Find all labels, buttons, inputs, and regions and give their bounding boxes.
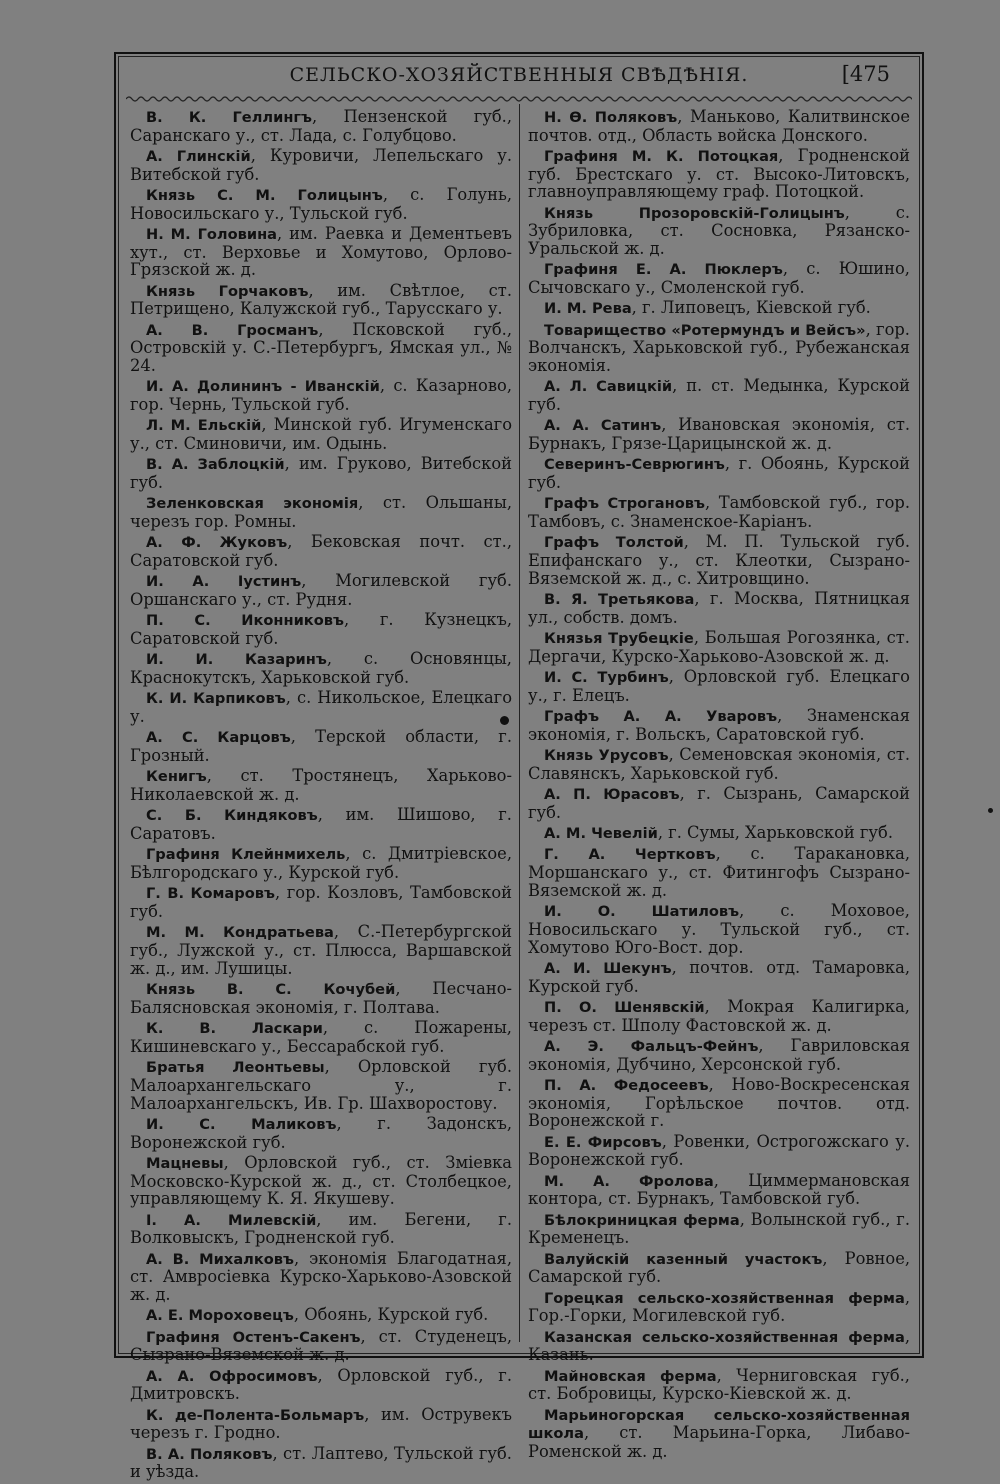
entry-address: , г. Москва, Пятницкая ул., собств. домъ.	[528, 589, 910, 627]
entry-address: , г. Кузнецкъ, Саратовской губ.	[130, 610, 512, 649]
entry-name: М. А. Фролова	[544, 1172, 714, 1190]
entry-address: , Мокрая Калигирка, черезъ ст. Шполу Фастовской ж. д.	[528, 996, 910, 1035]
entry-name: Князь Прозоровскій-Голицынъ	[544, 204, 845, 222]
directory-entry	[528, 299, 910, 318]
directory-entry	[130, 923, 512, 977]
directory-entry	[528, 1211, 910, 1247]
entry-address: , Песчано-Балясновская экономія, г. Полтава.	[130, 979, 512, 1017]
directory-entry	[528, 260, 910, 296]
entry-address: , гор. Волчанскъ, Харьковской губ., Рубежанская экономія.	[528, 319, 910, 376]
entry-name: Графиня М. К. Потоцкая	[544, 148, 779, 165]
directory-entry	[130, 611, 512, 647]
entry-name: Товарищество «Ротермундъ и Вейсъ»	[544, 321, 866, 339]
entry-name: А. П. Юрасовъ	[544, 786, 680, 804]
entry-address: , Циммермановская контора, ст. Бурнакъ, Тамбовской губ.	[528, 1170, 911, 1209]
entry-name: А. В. Гросманъ	[146, 321, 319, 339]
directory-entry	[528, 590, 910, 626]
directory-entry	[528, 902, 910, 956]
entry-name: Князь Горчаковъ	[146, 282, 309, 300]
header-wavy-rule	[126, 94, 912, 104]
entry-address: , экономія Благодатная, ст. Амвросіевка Курско-Харьково-Азовской ж. д.	[130, 1248, 513, 1304]
entry-address: , п. ст. Медынка, Курской губ.	[528, 376, 910, 415]
entry-name: Майновская ферма	[544, 1367, 717, 1385]
entry-name: Н. Ѳ. Поляковъ	[544, 109, 678, 126]
ink-speck	[988, 808, 993, 813]
entry-name: И. С. Маликовъ	[146, 1115, 337, 1133]
entry-address: , Тамбовской губ., гор. Тамбовъ, с. Знаменское-Каріанъ.	[528, 493, 911, 532]
directory-entry	[130, 1445, 512, 1481]
entry-name: К. В. Ласкари	[146, 1020, 323, 1038]
entry-address: , с. Пожарены, Кишиневскаго у., Бессарабской губ.	[130, 1018, 512, 1056]
directory-entry	[130, 1019, 512, 1055]
entry-address: , Ново-Воскресенская экономія, Горѣльское почтов. отд. Воронежской г.	[528, 1074, 910, 1131]
directory-entry	[130, 1250, 512, 1304]
entry-address: , им. Свѣтлое, ст. Петрищено, Калужской губ., Тарусскаго у.	[130, 280, 512, 319]
directory-entry	[528, 998, 910, 1034]
entry-name: Графъ Толстой	[544, 534, 684, 552]
entry-name: И. А. Долининъ - Иванскій	[146, 378, 380, 396]
entry-name: А. Э. Фальцъ-Фейнъ	[544, 1037, 759, 1055]
entry-address: , Ровенки, Острогожскаго у. Воронежской губ.	[528, 1131, 910, 1170]
entry-address: , с. Никольское, Елецкаго у.	[130, 688, 512, 727]
directory-entry	[528, 533, 910, 587]
entry-address: , с. Казарново, гор. Чернь, Тульской губ.	[130, 376, 513, 415]
directory-entry	[528, 629, 910, 665]
directory-entry	[130, 1058, 512, 1112]
page-number: [475	[841, 62, 890, 86]
entry-name: В. Я. Третьякова	[544, 591, 695, 609]
entry-name: К. И. Карпиковъ	[146, 690, 286, 708]
directory-entry	[130, 147, 512, 183]
entry-address: , Обоянь, Курской губ.	[293, 1305, 489, 1325]
directory-entry	[130, 377, 512, 413]
entry-name: А. Л. Савицкій	[544, 378, 673, 396]
directory-entry	[130, 572, 512, 608]
entry-address: , г. Сызрань, Самарской губ.	[528, 784, 910, 822]
entry-name: Г. В. Комаровъ	[146, 885, 275, 903]
directory-entry	[528, 824, 910, 843]
directory-entry	[130, 282, 512, 318]
entry-address: , С.-Петербургской губ., Лужской у., ст. Плюсса, Варшавской ж. д., им. Лушицы.	[130, 922, 512, 978]
directory-entry	[130, 1306, 512, 1325]
entry-address: , М. П. Тульской губ. Епифанскаго у., ст. Клеотки, Сызрано-Вяземской ж. д., с. Хитровщино.	[528, 532, 910, 588]
entry-address: , им. Бегени, г. Волковыскъ, Гродненской губ.	[130, 1209, 512, 1248]
entry-address: , с. Дмитріевское, Бѣлгородскаго у., Курской губ.	[130, 844, 512, 883]
entry-address: , им. Острувекъ черезъ г. Гродно.	[130, 1404, 513, 1443]
entry-address: , Ивановская экономія, ст. Бурнакъ, Грязе-Царицынской ж. д.	[528, 415, 910, 454]
entry-name: М. М. Кондратьева	[146, 924, 334, 942]
directory-entry	[528, 416, 910, 452]
entry-address: , Знаменская экономія, г. Вольскъ, Саратовской губ.	[528, 706, 911, 744]
entry-address: , Псковской губ., Островскій у. С.-Петербургъ, Ямская ул., № 24.	[130, 319, 512, 376]
directory-entry	[130, 980, 512, 1016]
entry-address: , г. Липовецъ, Кіевской губ.	[631, 298, 871, 318]
entry-address: , гор. Козловъ, Тамбовской губ.	[130, 883, 512, 922]
directory-entry	[528, 1172, 910, 1208]
entry-name: А. А. Офросимовъ	[146, 1367, 318, 1385]
directory-entry	[528, 147, 910, 201]
entry-address: , Гор.-Горки, Могилевской губ.	[528, 1287, 910, 1326]
directory-entry	[528, 785, 910, 821]
entry-address: , Большая Рогозянка, ст. Дергачи, Курско-Харьково-Азовской ж. д.	[528, 628, 910, 666]
entry-name: Марьиногорская сельско-хозяйственная школа	[528, 1406, 910, 1443]
entry-name: В. А. Заблоцкій	[146, 456, 285, 474]
entry-address: , им. Груково, Витебской губ.	[130, 454, 512, 493]
entry-name: Казанская сельско-хозяйственная ферма	[544, 1328, 905, 1346]
entry-address: , Пензенской губ., Саранскаго у., ст. Лада, с. Голубцово.	[130, 107, 512, 145]
entry-name: Л. М. Ельскій	[146, 417, 262, 435]
directory-entry	[130, 728, 512, 764]
entry-name: Н. М. Головина	[146, 226, 278, 243]
entry-address: , Орловской губ., г. Дмитровскъ.	[130, 1365, 513, 1404]
directory-entry	[528, 321, 910, 375]
left-column	[130, 108, 512, 1484]
page-title: СЕЛЬСКО-ХОЗЯЙСТВЕННЫЯ СВѢДѢНІЯ.	[289, 64, 749, 86]
entry-address: , г. Задонскъ, Воронежской губ.	[130, 1113, 512, 1152]
entry-name: П. С. Иконниковъ	[146, 612, 344, 630]
directory-entry	[130, 845, 512, 881]
entry-address: , с. Основянцы, Краснокутскъ, Харьковской губ.	[130, 649, 512, 688]
directory-entry	[528, 746, 910, 782]
directory-entry	[130, 689, 512, 725]
entry-name: П. О. Шенявскій	[544, 998, 705, 1016]
entry-name: С. Б. Киндяковъ	[146, 807, 318, 825]
directory-entry	[528, 455, 910, 491]
entry-address: , Казань.	[528, 1326, 910, 1365]
directory-entry	[528, 845, 910, 899]
entry-address: , Куровичи, Лепельскаго у. Витебской губ.	[130, 146, 513, 184]
entry-name: Братья Леонтьевы	[146, 1059, 325, 1077]
entry-name: Графиня Е. А. Пюклеръ	[544, 261, 783, 279]
entry-name: Князь Урусовъ	[544, 747, 669, 765]
right-column	[528, 108, 910, 1463]
directory-entry	[528, 1328, 910, 1364]
directory-entry	[528, 377, 910, 413]
entry-address: , почтов. отд. Тамаровка, Курской губ.	[528, 957, 910, 996]
entry-name: И. М. Рева	[544, 300, 632, 318]
directory-entry	[130, 806, 512, 842]
entry-address: , Маньково, Калитвинское почтов. отд., Область войска Донского.	[528, 107, 910, 145]
entry-address: , Волынской губ., г. Кременецъ.	[528, 1209, 910, 1248]
entry-name: И. И. Казаринъ	[146, 651, 327, 669]
directory-entry	[528, 1289, 910, 1325]
entry-name: Графъ А. А. Уваровъ	[544, 708, 778, 726]
directory-entry	[130, 321, 512, 375]
ink-blot	[500, 716, 509, 725]
entry-name: Валуйскій казенный участокъ	[544, 1250, 823, 1268]
directory-entry	[130, 533, 512, 569]
directory-entry	[528, 668, 910, 704]
entry-address: , с. Моховое, Новосильскаго у. Тульской губ., ст. Хомутово Юго-Вост. дор.	[528, 901, 910, 957]
entry-name: Горецкая сельско-хозяйственная ферма	[544, 1289, 905, 1307]
directory-entry	[528, 1037, 910, 1073]
entry-name: Бѣлокриницкая ферма	[544, 1211, 740, 1229]
entry-address: , им. Шишово, г. Саратовъ.	[130, 805, 512, 844]
entry-name: Северинъ-Севрюгинъ	[544, 456, 725, 474]
entry-address: , ст. Марьина-Горка, Либаво-Роменской ж. д.	[528, 1423, 910, 1461]
entry-address: , им. Раевка и Дементьевъ хут., ст. Верховье и Хомутово, Орлово-Грязской ж. д.	[130, 224, 513, 280]
entry-name: И. О. Шатиловъ	[544, 903, 740, 921]
entry-name: І. А. Милевскій	[146, 1211, 317, 1229]
directory-entry	[130, 1115, 512, 1151]
entry-name: Графиня Клейнмихель	[146, 846, 346, 864]
directory-entry	[528, 1367, 910, 1403]
directory-entry	[130, 108, 512, 144]
entry-name: А. В. Михалковъ	[146, 1250, 294, 1268]
entry-address: , с. Юшино, Сычовскаго у., Смоленской губ.	[528, 259, 910, 298]
entry-address: , Минской губ. Игуменскаго у., ст. Сминовичи, им. Одынь.	[130, 415, 512, 454]
entry-name: Мацневы	[146, 1154, 224, 1172]
directory-entry	[528, 1406, 910, 1461]
directory-entry	[130, 1154, 512, 1208]
directory-entry	[528, 707, 910, 743]
directory-entry	[130, 225, 512, 279]
entry-address: , Терской области, г. Грозный.	[130, 727, 512, 766]
entry-name: В. К. Геллингъ	[146, 109, 312, 126]
entry-address: , с. Голунь, Новосильскаго у., Тульской губ.	[130, 185, 512, 223]
directory-entry	[130, 455, 512, 491]
page-header	[120, 62, 918, 92]
entry-name: И. С. Турбинъ	[544, 669, 669, 687]
entry-name: А. Е. Мороховецъ	[146, 1307, 294, 1325]
entry-address: , Орловской губ., ст. Зміевка Московско-Курской ж. д., ст. Столбецкое, управляющему К. Я. Якушеву.	[130, 1152, 512, 1209]
entry-address: , ст. Студенецъ, Сызрано-Вяземской ж. д.	[130, 1326, 512, 1365]
directory-entry	[528, 1133, 910, 1169]
entry-name: А. Глинскій	[146, 148, 251, 165]
entry-address: , г. Сумы, Харьковской губ.	[657, 823, 893, 843]
entry-name: Князь С. М. Голицынъ	[146, 187, 383, 204]
entry-address: , Орловской губ. Малоархангельскаго у., г. Малоархангельскъ, Ив. Гр. Шахворостову.	[130, 1057, 512, 1113]
entry-name: Г. А. Чертковъ	[544, 846, 716, 864]
entry-name: Зеленковская экономія	[146, 495, 359, 513]
directory-entry	[130, 494, 512, 530]
directory-entry	[130, 1367, 512, 1403]
directory-entry	[528, 108, 910, 144]
entry-address: , с. Зубриловка, ст. Сосновка, Рязанско-Уральской ж. д.	[528, 202, 910, 259]
entry-address: , ст. Лаптево, Тульской губ. и уѣзда.	[130, 1443, 512, 1482]
directory-entry	[130, 1328, 512, 1364]
directory-entry	[130, 416, 512, 452]
entry-address: , Могилевской губ. Оршанскаго у., ст. Рудня.	[130, 571, 512, 610]
entry-address: , Гродненской губ. Брестскаго у. ст. Высоко-Литовскъ, главноуправляющему граф. Потоцкой.	[528, 146, 910, 202]
entry-address: , Ровное, Самарской губ.	[528, 1248, 910, 1287]
entry-name: А. С. Карцовъ	[146, 729, 291, 747]
entry-name: В. А. Поляковъ	[146, 1445, 273, 1463]
entry-name: Графиня Остенъ-Сакенъ	[146, 1328, 361, 1346]
directory-entry	[130, 884, 512, 920]
entry-name: А. И. Шекунъ	[544, 959, 672, 977]
entry-name: Графъ Строгановъ	[544, 495, 705, 513]
entry-name: А. Ф. Жуковъ	[146, 534, 288, 552]
entry-address: , Орловской губ. Елецкаго у., г. Елецъ.	[528, 667, 910, 705]
directory-entry	[528, 959, 910, 995]
entry-name: А. А. Сатинъ	[544, 417, 662, 435]
entry-address: , ст. Ольшаны, черезъ гор. Ромны.	[130, 493, 512, 532]
directory-entry	[130, 1211, 512, 1247]
entry-address: , г. Обоянь, Курской губ.	[528, 454, 910, 493]
entry-address: , Бековская почт. ст., Саратовской губ.	[130, 532, 513, 571]
directory-entry	[130, 1406, 512, 1442]
entry-name: И. А. Іустинъ	[146, 573, 302, 591]
entry-name: П. А. Федосеевъ	[544, 1076, 709, 1094]
directory-entry	[130, 650, 512, 686]
directory-entry	[528, 204, 910, 258]
entry-name: А. М. Чевелій	[544, 825, 658, 843]
directory-entry	[130, 767, 512, 803]
entry-address: , Семеновская экономія, ст. Славянскъ, Харьковской губ.	[528, 745, 910, 783]
entry-address: , Гавриловская экономія, Дубчино, Херсонской губ.	[528, 1035, 910, 1074]
entry-name: Князь В. С. Кочубей	[146, 981, 396, 999]
entry-name: Кенигъ	[146, 768, 207, 786]
entry-name: К. де-Полента-Больмаръ	[146, 1406, 365, 1424]
directory-entry	[528, 1250, 910, 1286]
entry-address: , Черниговская губ., ст. Бобровицы, Курско-Кіевской ж. д.	[528, 1365, 910, 1404]
entry-address: , ст. Тростянецъ, Харьково-Николаевской ж. д.	[130, 766, 512, 805]
directory-entry	[528, 1076, 910, 1130]
entry-name: Князья Трубецкіе	[544, 630, 694, 648]
directory-entry	[528, 494, 910, 530]
entry-name: Е. Е. Фирсовъ	[544, 1133, 662, 1151]
entry-address: , с. Таракановка, Моршанскаго у., ст. Фитингофъ Сызрано-Вяземской ж. д.	[528, 844, 911, 900]
column-divider	[519, 104, 520, 1342]
directory-entry	[130, 186, 512, 222]
